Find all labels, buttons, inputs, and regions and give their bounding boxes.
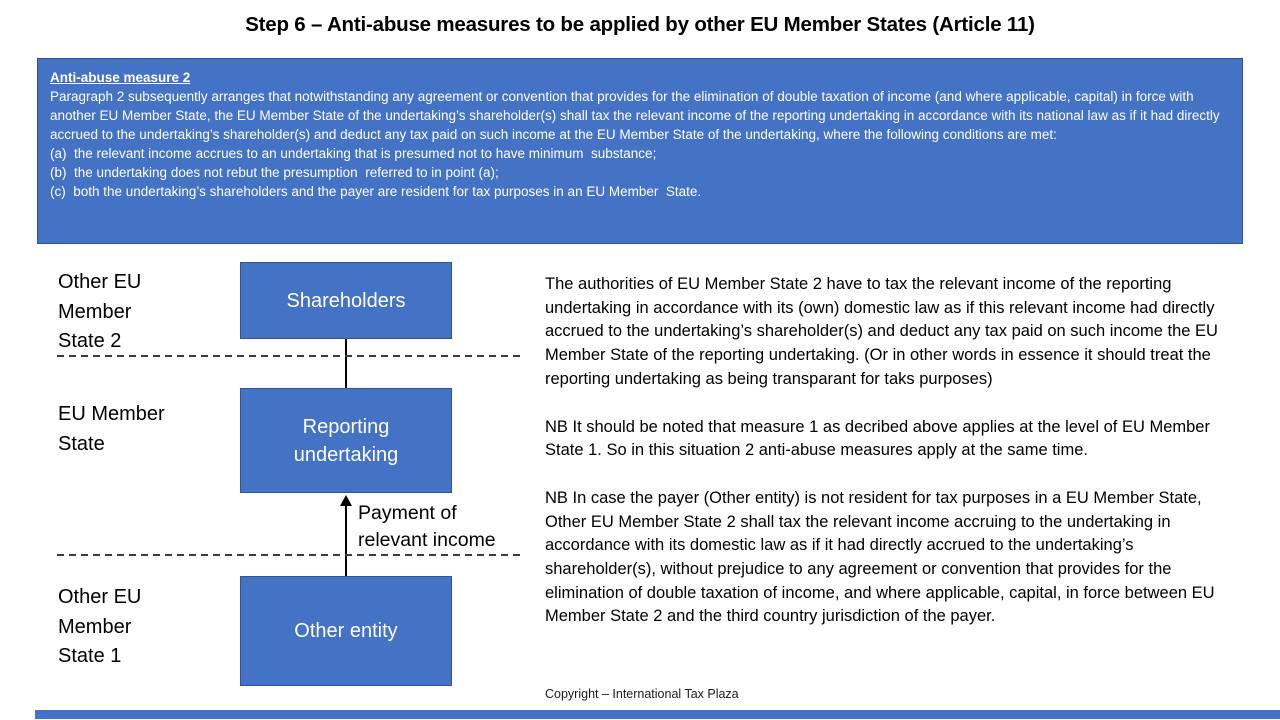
other-entity-box <box>240 576 452 686</box>
bottom-accent-bar <box>35 710 1280 719</box>
page-title: Step 6 – Anti-abuse measures to be applied by other EU Member States (Article 11) <box>245 13 1035 36</box>
region-label-line: State 2 <box>58 330 122 352</box>
payment-arrow-line <box>345 504 347 576</box>
region-label-other-eu-member-state-2 <box>58 268 141 357</box>
region-label-line: State 1 <box>58 645 122 667</box>
other-entity-box-label: Other entity <box>294 620 398 642</box>
shareholders-box <box>240 262 452 339</box>
condition-c: (c) both the undertaking’s shareholders and the payer are resident for tax purposes in an EU Member State. <box>50 184 702 199</box>
region-label-eu-member-state <box>58 400 165 459</box>
region-label-line: EU Member <box>58 403 165 425</box>
region-label-other-eu-member-state-1 <box>58 583 141 672</box>
measure-heading: Anti-abuse measure 2 <box>50 70 191 85</box>
dashed-border-top <box>57 355 523 357</box>
dashed-border-bottom <box>57 554 523 556</box>
reporting-undertaking-box-label: undertaking <box>293 443 399 466</box>
payment-arrow-label-line: Payment of <box>358 502 457 524</box>
explanation-paragraph-1: The authorities of EU Member State 2 have to tax the relevant income of the reporting undertaking in accordance with its (own) domestic law as if this relevant income had directly accrued to the undertaking’s shareholder(s) and deduct any tax paid on such income the EU Member State of the reporting undertaking. (Or in other words in essence it should treat the reporting undertaking as being transparant for taks purposes) <box>545 275 1218 388</box>
reporting-undertaking-box-label: Reporting <box>302 415 390 438</box>
condition-a: (a) the relevant income accrues to an undertaking that is presumed not to have minimum substance; <box>50 146 657 161</box>
region-label-line: State <box>58 432 105 455</box>
region-label-line: Member <box>58 300 132 323</box>
copyright-notice: Copyright – International Tax Plaza <box>545 687 739 701</box>
explanation-column <box>545 273 1233 653</box>
connector-shareholders-reporting <box>345 339 347 389</box>
explanation-nb-1: NB It should be noted that measure 1 as decribed above applies at the level of EU Member State 1. So in this situation 2 anti-abuse measures apply at the same time. <box>545 417 1210 460</box>
payment-arrow-label <box>358 500 496 554</box>
region-label-line: Member <box>58 615 132 638</box>
payment-arrow-label-line: relevant income <box>358 529 496 551</box>
explanation-nb-2: NB In case the payer (Other entity) is not resident for tax purposes in a EU Member State, Other EU Member State 2 shall tax the relevant income accruing to the undertaking in accordance with its domestic law as if it had directly accrued to the undertaking’s shareholder(s), without prejudice to any agreement or convention that provides for the elimination of double taxation of income, and where applicable, capital, in force between EU Member State 2 and the third country jurisdiction of the payer. <box>545 488 1215 626</box>
region-label-line: Other EU <box>58 271 142 293</box>
measure-body-text: Paragraph 2 subsequently arranges that notwithstanding any agreement or convention that provides for the elimination of double taxation of income (and where applicable, capital) in force with another EU Member State, the EU Member State of the undertaking’s shareholder(s) shall tax the relevant income of the reporting undertaking in accordance with its national law as if it had directly accrued to the undertaking’s shareholder(s) and deduct any tax paid on such income at the EU Member State of the undertaking, where the following conditions are met: <box>50 89 1220 142</box>
reporting-undertaking-box <box>240 388 452 493</box>
region-label-line: Other EU <box>58 586 142 608</box>
condition-b: (b) the undertaking does not rebut the presumption referred to in point (a); <box>50 165 499 180</box>
shareholders-box-label: Shareholders <box>286 289 406 312</box>
anti-abuse-measure-box <box>37 58 1243 244</box>
